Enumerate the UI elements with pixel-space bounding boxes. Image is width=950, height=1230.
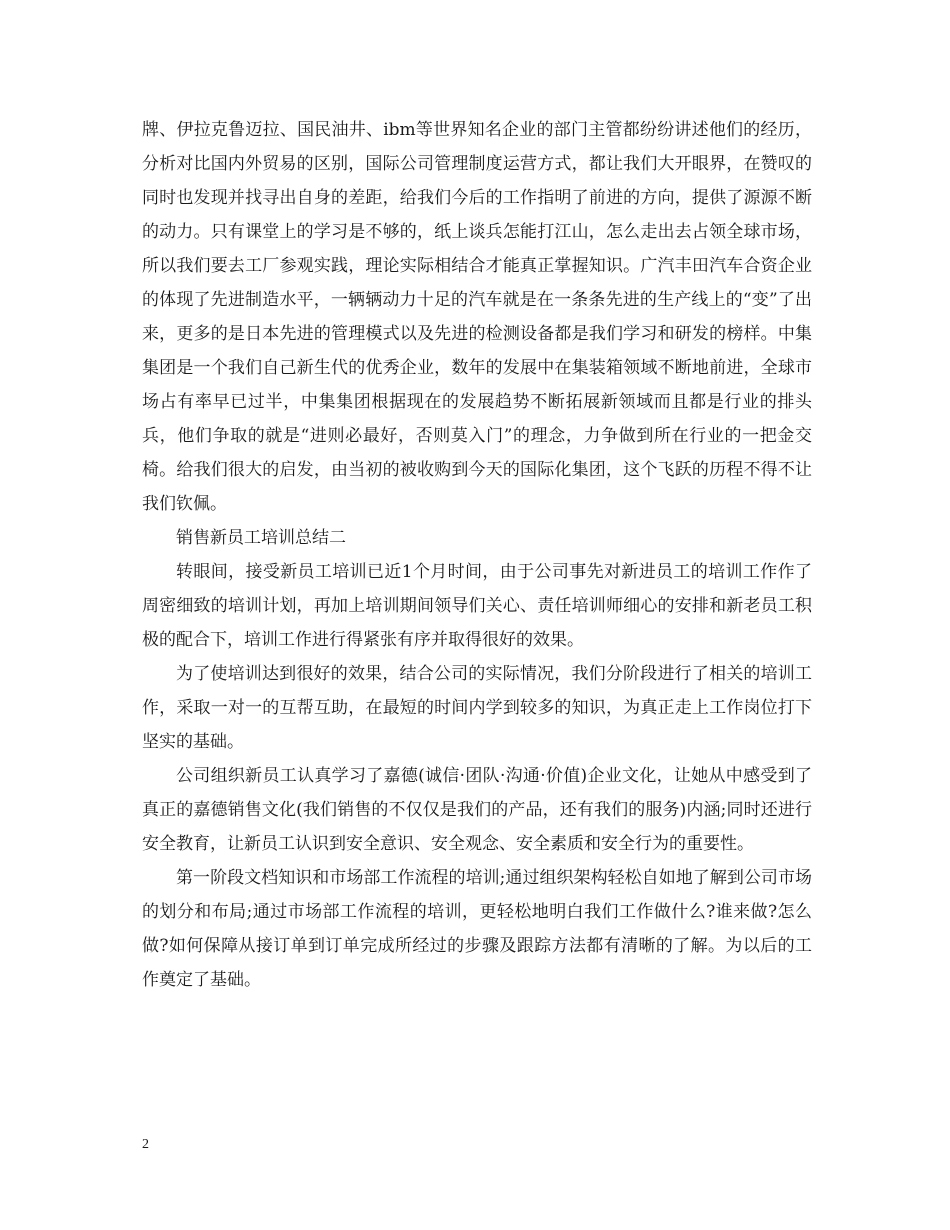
paragraph: 为了使培训达到很好的效果，结合公司的实际情况，我们分阶段进行了相关的培训工作，采取一对一的互帮互助，在最短的时间内学到较多的知识，为真正走上工作岗位打下坚实的基础。	[142, 664, 812, 752]
paragraph: 公司组织新员工认真学习了嘉德(诚信·团队·沟通·价值)企业文化，让她从中感受到了真正的嘉德销售文化(我们销售的不仅仅是我们的产品，还有我们的服务)内涵;同时还进行安全教育，让新员工认识到安全意识、安全观念、安全素质和安全行为的重要性。	[142, 766, 812, 854]
page-number: 2	[142, 1137, 149, 1152]
paragraph: 转眼间，接受新员工培训已近1个月时间，由于公司事先对新进员工的培训工作作了周密细致的培训计划，再加上培训期间领导们关心、责任培训师细心的安排和新老员工积极的配合下，培训工作进行得紧张有序并取得很好的效果。	[142, 562, 812, 650]
document-body	[142, 113, 812, 997]
section-heading: 销售新员工培训总结二	[176, 528, 346, 548]
paragraph: 第一阶段文档知识和市场部工作流程的培训;通过组织架构轻松自如地了解到公司市场的划分和布局;通过市场部工作流程的培训，更轻松地明白我们工作做什么?谁来做?怎么做?如何保障从接订单到订单完成所经过的步骤及跟踪方法都有清晰的了解。为以后的工作奠定了基础。	[142, 868, 812, 990]
paragraph-continuation: 牌、伊拉克鲁迈拉、国民油井、ibm等世界知名企业的部门主管都纷纷讲述他们的经历，分析对比国内外贸易的区别，国际公司管理制度运营方式，都让我们大开眼界，在赞叹的同时也发现并找寻出自身的差距，给我们今后的工作指明了前进的方向，提供了源源不断的动力。只有课堂上的学习是不够的，纸上谈兵怎能打江山，怎么走出去占领全球市场，所以我们要去工厂参观实践，理论实际相结合才能真正掌握知识。广汽丰田汽车合资企业的体现了先进制造水平，一辆辆动力十足的汽车就是在一条条先进的生产线上的“变”了出来，更多的是日本先进的管理模式以及先进的检测设备都是我们学习和研发的榜样。中集集团是一个我们自己新生代的优秀企业，数年的发展中在集装箱领域不断地前进，全球市场占有率早已过半，中集集团根据现在的发展趋势不断拓展新领域而且都是行业的排头兵，他们争取的就是“进则必最好，否则莫入门”的理念，力争做到所在行业的一把金交椅。给我们很大的启发，由当初的被收购到今天的国际化集团，这个飞跃的历程不得不让我们钦佩。	[142, 120, 812, 514]
